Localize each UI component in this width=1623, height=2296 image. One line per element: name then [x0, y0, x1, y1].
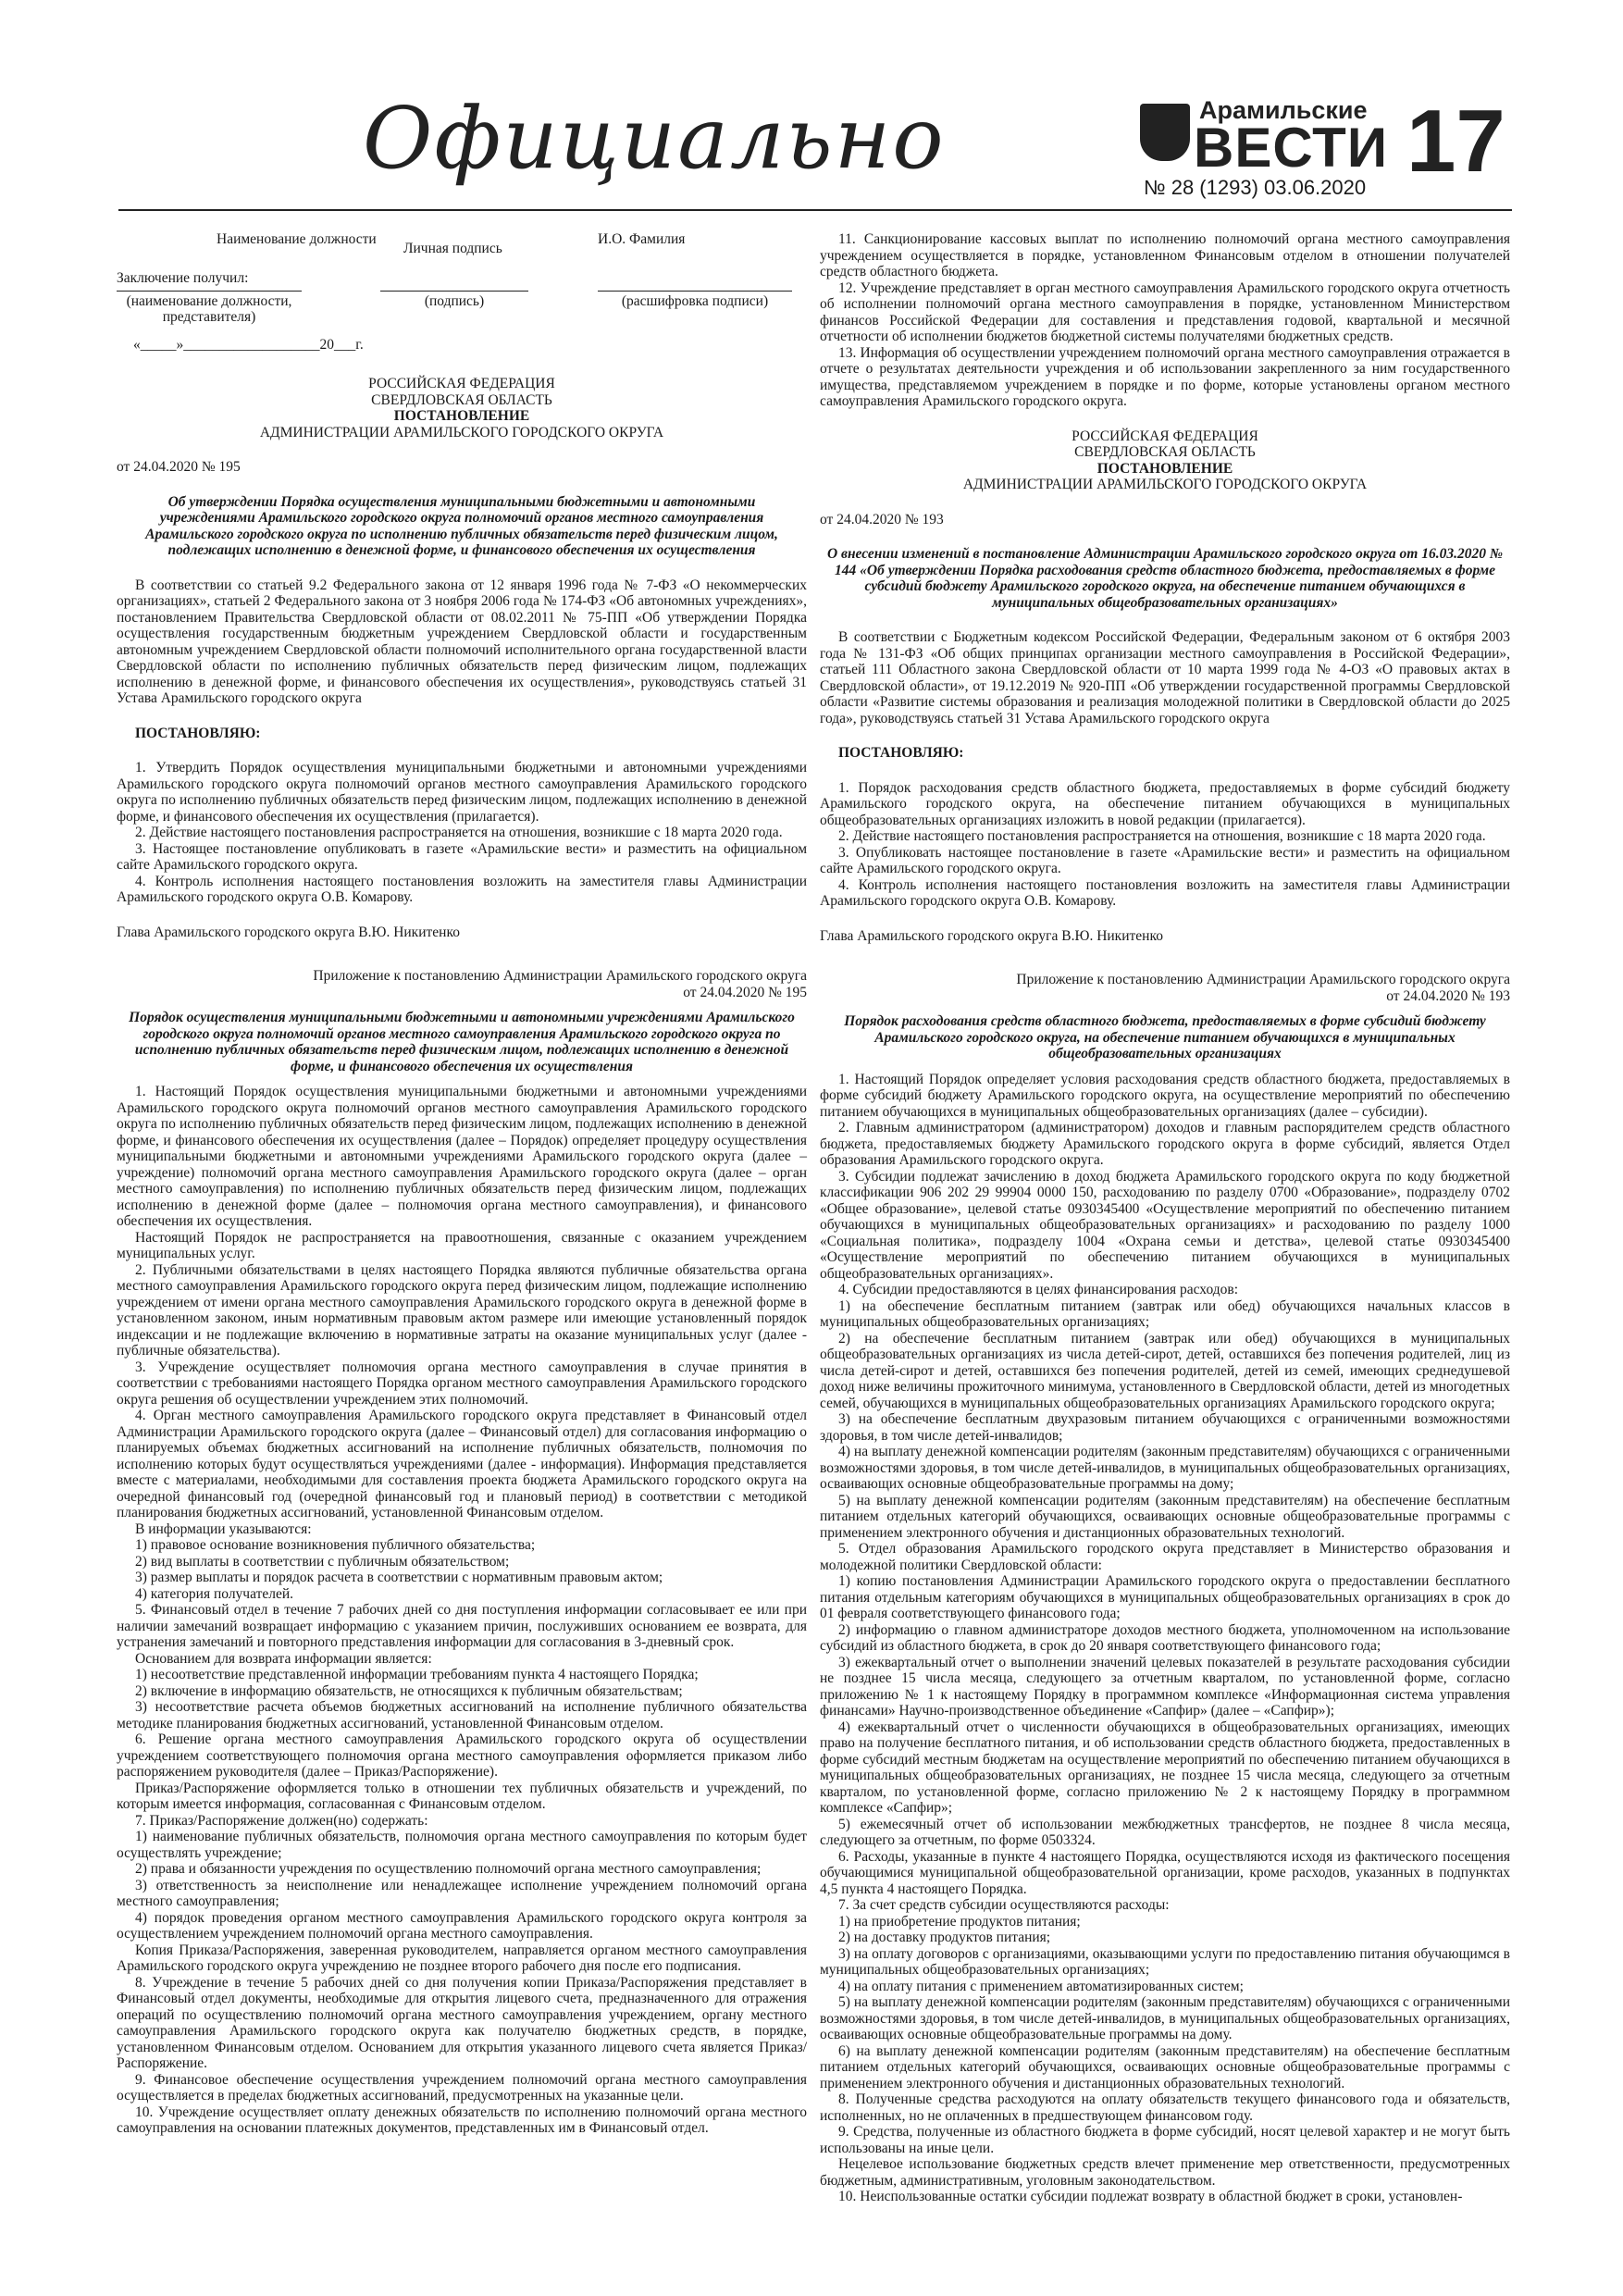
form-label: (подпись) — [380, 291, 528, 310]
annex-paragraph: В информации указываются: — [135, 1520, 312, 1537]
annex-paragraph: Нецелевое использование бюджетных средств влечет применение мер ответственности, предусмотренных бюджетным, административным, уголовным законодательством. — [820, 2156, 1510, 2189]
header-rule — [118, 209, 1512, 211]
issue-number: № 28 (1293) 03.06.2020 — [1144, 176, 1367, 199]
annex-paragraph: 3) на обеспечение бесплатным двухразовым питанием обучающихся с ограниченными возможностями здоровья, в том числе детей-инвалидов; — [820, 1411, 1510, 1444]
annex-paragraph: 1. Настоящий Порядок осуществления муниципальными бюджетными и автономными учреждениями Арамильского городского округа полномочий органов местного самоуправления Арамильского городского округа по исполнению публичных обязательств перед физическим лицом, подлежащих исполнению в денежной форме, и финансового обеспечения их осуществления (далее – Порядок) определяет процедуру осуществления муниципальными бюджетными и автономными учреждениями Арамильского городского округа (далее – учреждение) полномочий органа местного самоуправления Арамильского городского округа (далее – орган местного самоуправления) по исполнению публичных обязательств перед физическим лицом, подлежащих исполнению в денежной форме (далее – полномочия органа местного самоуправления), и финансового обеспечения их осуществления. — [117, 1084, 807, 1229]
page-number: 17 — [1406, 92, 1505, 191]
annex-paragraph: Копия Приказа/Распоряжения, заверенная руководителем, направляется органом местного самоуправления Арамильского городского округа учреждению не позднее второго рабочего дня после его подписания. — [117, 1942, 807, 1974]
annex-paragraph: 4. Субсидии предоставляются в целях финансирования расходов: — [838, 1282, 1239, 1297]
annex-paragraph: 7. Приказ/Распоряжение должен(но) содержать: — [135, 1812, 428, 1829]
annex-date: от 24.04.2020 № 195 — [683, 984, 807, 1000]
decree-intro: В соответствии со статьей 9.2 Федерального закона от 12 января 1996 года № 7-ФЗ «О некоммерческих организациях», статьей 2 Федерального закона от 3 ноября 2006 года № 174-ФЗ «Об автономных учреждениях», постановлением Правительства Свердловской области от 08.02.2011 № 75-ПП «Об утверждении Порядка осуществления государственным бюджетным учреждением Свердловской области и государственным автономным учреждением Свердловской области полномочий исполнительного органа государственной власти Свердловской области по исполнению публичных обязательств перед физическим лицом, подлежащих исполнению в денежной форме, и финансового обеспечения их осуществления», руководствуясь статьей 31 Устава Арамильского городского округа — [117, 577, 807, 706]
annex-paragraph: 8. Учреждение в течение 5 рабочих дней со дня получения копии Приказа/Распоряжения представляет в Финансовый отдел документы, необходимые для открытия лицевого счета, предназначенного для отражения операций по осуществлению полномочий органа местного самоуправления учреждением, органу местного самоуправления Арамильского городского округа как получателю бюджетных средств, в порядке, установленном Финансовым отделом. Основанием для открытия указанного лицевого счета является Приказ/Распоряжение. — [117, 1974, 807, 2071]
annex-paragraph: 3) размер выплаты и порядок расчета в соответствии с нормативным правовым актом; — [135, 1570, 663, 1585]
annex-paragraph: 2) на доставку продуктов питания; — [838, 1930, 1051, 1945]
decree-paragraph: 4. Контроль исполнения настоящего постановления возложить на заместителя главы Администрации Арамильского городского округа О.В. Комарову. — [117, 873, 807, 905]
annex-paragraph: 6) на выплату денежной компенсации родителям (законным представителям) на обеспечение бесплатным питанием отдельных категорий обучающихся, осваивающих основные общеобразовательные программы с применением электронного обучения и дистанционных образовательных технологий. — [820, 2042, 1510, 2091]
section-title: Официально — [363, 89, 946, 188]
annex-reference: Приложение к постановлению Администрации Арамильского городского округа — [1016, 972, 1510, 987]
decree-header: ПОСТАНОВЛЕНИЕ — [393, 408, 530, 424]
annex-title: Порядок осуществления муниципальными бюджетными и автономными учреждениями Арамильского городского округа полномочий органов местного самоуправления Арамильского городского округа по исполнению публичных обязательств перед физическим лицом, подлежащих исполнению в денежной форме, и финансового обеспечения их осуществления — [129, 1010, 795, 1074]
form-label: Заключение получил: — [117, 270, 249, 286]
annex-paragraph: 1) на приобретение продуктов питания; — [838, 1913, 1081, 1930]
form-label: (наименование должности, представителя) — [117, 291, 302, 325]
form-row-3 — [117, 291, 807, 328]
annex-paragraph: 3. Учреждение осуществляет полномочия органа местного самоуправления в случае принятия в соответствии с требованиями настоящего Порядка органом местного самоуправления Арамильского городского округа решения об осуществлении учреждением этих полномочий. — [117, 1359, 807, 1408]
annex-paragraph: 6. Расходы, указанные в пункте 4 настоящего Порядка, осуществляются исходя из фактического посещения обучающимися муниципальной общеобразовательной организации, кроме расходов, указанных в подпунктах 4,5 пункта 4 настоящего Порядка. — [820, 1848, 1510, 1897]
annex-paragraph: 10. Неиспользованные остатки субсидии подлежат возврату в областной бюджет в сроки, установлен- — [838, 2189, 1463, 2204]
decree-signature: Глава Арамильского городского округа В.Ю. Никитенко — [820, 927, 1163, 944]
continued-paragraph: 11. Санкционирование кассовых выплат по исполнению полномочий органа местного самоуправления учреждением осуществляется в порядке, установленном Финансовым отделом в отношении получателей средств областного бюджета. — [820, 231, 1510, 279]
annex-paragraph: 1. Настоящий Порядок определяет условия расходования средств областного бюджета, предоставляемых в форме субсидий бюджету Арамильского городского округа, на осуществление мероприятий по обеспечению питанием обучающихся в муниципальных общеобразовательных организациях (далее – субсидии). — [820, 1071, 1510, 1120]
annex-paragraph: 3. Субсидии подлежат зачислению в доход бюджета Арамильского городского округа по коду бюджетной классификации 906 202 29 99904 0000 150, расходованию по разделу 0700 «Образование», подразделу 0702 «Общее образование», целевой статье 0930345400 «Осуществление мероприятий по обеспечению питанием обучающихся в муниципальных общеобразовательных организациях» и расходованию по разделу 1000 «Социальная политика», подразделу 1004 «Охрана семьи и детства», целевой статье 0930345400 «Осуществление мероприятий по обеспечению питанием обучающихся в муниципальных общеобразовательных организациях». — [820, 1168, 1510, 1282]
decree-paragraph: 3. Настоящее постановление опубликовать в газете «Арамильские вести» и разместить на официальном сайте Арамильского городского округа. — [117, 840, 807, 873]
continued-paragraph: 13. Информация об осуществлении учреждением полномочий органа местного самоуправления отражается в отчете о результатах деятельности учреждения и об использовании закрепленного за ним государственного имущества, представляемом учреждением в порядке и по форме, которые установлены органом местного самоуправления Арамильского городского округа. — [820, 344, 1510, 409]
annex-paragraph: 1) копию постановления Администрации Арамильского городского округа о предоставлении бесплатного питания отдельным категориям обучающихся в муниципальных общеобразовательных организациях в срок до 01 февраля соответствующего финансового года; — [820, 1573, 1510, 1621]
annex-paragraph: 3) несоответствие расчета объемов бюджетных ассигнований на исполнение публичного обязательства методике планирования бюджетных ассигнований, установленной Финансовым отделом. — [117, 1699, 807, 1731]
annex-paragraph: 2) информацию о главном администраторе доходов местного бюджета, уполномоченном на использование субсидий из областного бюджета, в срок до 20 января соответствующего финансового года; — [820, 1621, 1510, 1654]
form-row-2 — [117, 270, 807, 291]
decree-header: ПОСТАНОВЛЕНИЕ — [1096, 460, 1233, 477]
annex-date: от 24.04.2020 № 193 — [1386, 987, 1510, 1004]
annex-paragraph: 4) ежеквартальный отчет о численности обучающихся в общеобразовательных организациях, имеющих право на получение бесплатного питания, и об использовании средств областного бюджета, предоставленных в форме субсидий местным бюджетам на осуществление мероприятий по обеспечению питанием обучающихся в муниципальных общеобразовательных организациях, не позднее 15 числа месяца, следующего за отчетным кварталом, по установленной форме, согласно приложению № 2 к настоящему Порядку в программном комплексе «Сапфир»; — [820, 1719, 1510, 1816]
right-column — [820, 231, 1510, 2205]
form-label: И.О. Фамилия — [598, 231, 686, 247]
logo-line1: Арамильские — [1199, 96, 1368, 124]
form-label: (расшифровка подписи) — [598, 291, 792, 310]
decree-header: РОССИЙСКАЯ ФЕДЕРАЦИЯ — [1072, 428, 1258, 444]
annex-paragraph: 4) порядок проведения органом местного самоуправления Арамильского городского округа контроля за осуществлением учреждением полномочий органа местного самоуправления. — [117, 1909, 807, 1942]
annex-paragraph: 6. Решение органа местного самоуправления Арамильского городского округа об осуществлении учреждением соответствующего полномочия органа местного самоуправления оформляется приказом либо распоряжением руководителя (далее – Приказ/Распоряжение). — [117, 1731, 807, 1780]
annex-paragraph: 9. Финансовое обеспечение осуществления учреждением полномочий органа местного самоуправления осуществляется в пределах бюджетных ассигнований, предусмотренных на указанные цели. — [117, 2071, 807, 2104]
annex-reference: Приложение к постановлению Администрации Арамильского городского округа — [313, 968, 807, 984]
decree-date: от 24.04.2020 № 195 — [117, 459, 241, 475]
annex-paragraph: Приказ/Распоряжение оформляется только в отношении тех публичных обязательств и учреждений, по которым имеется информация, согласованная с Финансовым отделом. — [117, 1780, 807, 1812]
annex-paragraph: Настоящий Порядок не распространяется на правоотношения, связанные с оказанием учреждением муниципальных услуг. — [117, 1229, 807, 1261]
annex-paragraph: 5) на выплату денежной компенсации родителям (законным представителям) на обеспечение бесплатным питанием отдельных категорий обучающихся, осваивающих основные общеобразовательные программы с применением электронного обучения и дистанционных образовательных технологий. — [820, 1492, 1510, 1541]
annex-paragraph: 3) ежеквартальный отчет о выполнении значений целевых показателей в результате расходования субсидии не позднее 15 числа месяца, следующего за отчетным кварталом, по установленной форме, согласно приложению № 1 к настоящему Порядку в программном комплексе «Информационная система управления финансами» Научно-производственное объединение «Сапфир» (далее – «Сапфир»); — [820, 1654, 1510, 1719]
annex-paragraph: 9. Средства, полученные из областного бюджета в форме субсидий, носят целевой характер и не могут быть использованы на иные цели. — [820, 2124, 1510, 2156]
decree-header: РОССИЙСКАЯ ФЕДЕРАЦИЯ — [368, 376, 555, 391]
decree-paragraph: 1. Порядок расходования средств областного бюджета, предоставляемых в форме субсидий бюджету Арамильского городского округа, на обеспечение питанием обучающихся в муниципальных общеобразовательных организациях изложить в новой редакции (прилагается). — [820, 779, 1510, 828]
decree-paragraph: 3. Опубликовать настоящее постановление в газете «Арамильские вести» и разместить на официальном сайте Арамильского городского округа. — [820, 844, 1510, 876]
annex-paragraph: 1) наименование публичных обязательств, полномочия органа местного самоуправления по которым будет осуществлять учреждение; — [117, 1829, 807, 1861]
decree-title: Об утверждении Порядка осуществления муниципальными бюджетными и автономными учреждениями Арамильского городского округа полномочий органов местного самоуправления Арамильского городского округа по исполнению публичных обязательств перед физическим лицом, подлежащих исполнению в денежной форме, и финансового обеспечения их осуществления — [145, 493, 778, 558]
newspaper-logo — [1140, 96, 1388, 179]
continued-paragraph: 12. Учреждение представляет в орган местного самоуправления Арамильского городского округа отчетность об исполнении полномочий органа местного самоуправления в порядке, установленном Министерством финансов Российской Федерации для составления и представления годовой, квартальной и месячной отчетности об исполнении бюджетов бюджетной системы получателями бюджетных средств. — [820, 279, 1510, 344]
decree-paragraph: 2. Действие настоящего постановления распространяется на отношения, возникшие с 18 марта 2020 года. — [838, 828, 1486, 844]
annex-paragraph: 7. За счет средств субсидии осуществляются расходы: — [838, 1897, 1170, 1913]
annex-paragraph: 5. Финансовый отдел в течение 7 рабочих дней со дня поступления информации согласовывает ее или при наличии замечаний возвращает информацию с указанием причин, послуживших основанием ее возврата, для устранения замечаний и повторного представления информации для согласования в 3-дневный срок. — [117, 1602, 807, 1650]
decree-header: СВЕРДЛОВСКАЯ ОБЛАСТЬ — [1074, 444, 1256, 460]
logo-line2: ВЕСТИ — [1194, 117, 1388, 179]
annex-paragraph: 3) на оплату договоров с организациями, оказывающими услуги по предоставлению питания обучающимся в муниципальных общеобразовательных организациях; — [820, 1945, 1510, 1978]
annex-paragraph: 2) права и обязанности учреждения по осуществлению полномочий органа местного самоуправления; — [135, 1861, 762, 1877]
annex-paragraph: 3) ответственность за неисполнение или ненадлежащее исполнение учреждением полномочий органа местного самоуправления; — [117, 1877, 807, 1909]
left-column — [117, 231, 807, 2137]
decree-title: О внесении изменений в постановление Администрации Арамильского городского округа от 16.03.2020 № 144 «Об утверждении Порядка расходования средств областного бюджета, предоставляемых в форме субсидий бюджету Арамильского городского округа, на обеспечение питанием обучающихся в муниципальных общеобразовательных организациях» — [826, 546, 1504, 611]
annex-paragraph: 5) ежемесячный отчет об использовании межбюджетных трансфертов, не позднее 8 числа месяца, следующего за отчетным, по форме 0503324. — [820, 1816, 1510, 1848]
decree-date: от 24.04.2020 № 193 — [820, 511, 944, 527]
annex-title: Порядок расходования средств областного бюджета, предоставляемых в форме субсидий бюджету Арамильского городского округа, на обеспечение питанием обучающихся в муниципальных общеобразовательных организациях — [844, 1013, 1486, 1061]
decree-header: АДМИНИСТРАЦИИ АРАМИЛЬСКОГО ГОРОДСКОГО ОКРУГА — [259, 424, 664, 441]
annex-paragraph: 2. Публичными обязательствами в целях настоящего Порядка являются публичные обязательства органа местного самоуправления Арамильского городского округа перед физическим лицом, подлежащие исполнению учреждением от имени органа местного самоуправления Арамильского городского округа в денежной форме в установленном законом, иным нормативным правовым актом размере или имеющие установленный порядок индексации и не подлежащие включению в нормативные затраты на оказание муниципальных услуг (далее - публичные обязательства). — [117, 1261, 807, 1359]
annex-paragraph: 1) правовое основание возникновения публичного обязательства; — [135, 1537, 536, 1553]
annex-paragraph: 8. Полученные средства расходуются на оплату обязательств текущего финансового года и обязательств, исполненных, но не оплаченных в предшествующем финансовом году. — [820, 2091, 1510, 2124]
annex-paragraph: 10. Учреждение осуществляет оплату денежных обязательств по исполнению полномочий органа местного самоуправления на основании платежных документов, представленных им в Финансовый отдел. — [117, 2104, 807, 2136]
form-label: Личная подпись — [403, 241, 502, 256]
decree-resolve: ПОСТАНОВЛЯЮ: — [135, 725, 261, 741]
annex-paragraph: 4) на оплату питания с применением автоматизированных систем; — [838, 1978, 1244, 1994]
annex-paragraph: 5. Отдел образования Арамильского городского округа представляет в Министерство образования и молодежной политики Свердловской области: — [820, 1541, 1510, 1573]
decree-paragraph: 1. Утвердить Порядок осуществления муниципальными бюджетными и автономными учреждениями Арамильского городского округа полномочий органов местного самоуправления Арамильского городского округа по исполнению публичных обязательств перед физическим лицом, подлежащих исполнению в денежной форме, и финансового обеспечения их осуществления (прилагается). — [117, 760, 807, 825]
annex-paragraph: 2. Главным администратором (администратором) доходов и главным распорядителем средств областного бюджета, предоставляемых бюджету Арамильского городского округа в форме субсидий, является Отдел образования Арамильского городского округа. — [820, 1120, 1510, 1168]
decree-header: СВЕРДЛОВСКАЯ ОБЛАСТЬ — [371, 391, 552, 408]
decree-intro: В соответствии с Бюджетным кодексом Российской Федерации, Федеральным законом от 6 октября 2003 года № 131-ФЗ «Об общих принципах организации местного самоуправления в Российской Федерации», статьей 111 Областного закона Свердловской области от 10 марта 1999 года № 4-ОЗ «О правовых актах в Свердловской области», от 19.12.2019 № 920-ПП «Об утверждении государственной программы Свердловской области «Развитие системы образования и реализация молодежной политики в Свердловской области до 2025 года», руководствуясь статьей 31 Устава Арамильского городского округа — [820, 629, 1510, 726]
form-row-4 — [117, 337, 807, 357]
form-row-1 — [117, 231, 807, 256]
decree-paragraph: 4. Контроль исполнения настоящего постановления возложить на заместителя главы Администрации Арамильского городского округа О.В. Комарову. — [820, 876, 1510, 909]
annex-paragraph: 4) на выплату денежной компенсации родителям (законным представителям) обучающихся с ограниченными возможностями здоровья, в том числе детей-инвалидов, в муниципальных общеобразовательных организациях, осваивающих основные общеобразовательные программы на дому; — [820, 1444, 1510, 1492]
annex-paragraph: 4. Орган местного самоуправления Арамильского городского округа представляет в Финансовый отдел Администрации Арамильского городского округа (далее – Финансовый отдел) для согласования информацию о планируемых объемах бюджетных ассигнований на исполнение публичных обязательств, полномочия по исполнению которых будут осуществляться учреждениями (далее - информация). Информация представляется вместе с материалами, необходимыми для составления проекта бюджета Арамильского городского округа на очередной финансовый год (очередной финансовый год и плановый период) в соответствии с методикой планирования бюджетных ассигнований, установленной Финансовым отделом. — [117, 1408, 807, 1520]
decree-signature: Глава Арамильского городского округа В.Ю. Никитенко — [117, 924, 460, 940]
annex-paragraph: Основанием для возврата информации является: — [135, 1650, 432, 1667]
annex-paragraph: 2) на обеспечение бесплатным питанием (завтрак или обед) обучающихся в муниципальных общеобразовательных организациях из числа детей-сирот, детей, оставшихся без попечения родителей, лиц из числа детей-сирот и детей, оставшихся без попечения родителей, детей из семей, имеющих среднедушевой доход ниже величины прожиточного минимума, установленного в Свердловской области, детей из многодетных семей, обучающихся в муниципальных общеобразовательных организациях Арамильского городского округа; — [820, 1330, 1510, 1411]
form-label: Наименование должности — [217, 231, 377, 247]
annex-paragraph: 1) несоответствие представленной информации требованиям пункта 4 настоящего Порядка; — [135, 1667, 699, 1682]
annex-paragraph: 4) категория получателей. — [135, 1585, 294, 1602]
annex-paragraph: 5) на выплату денежной компенсации родителям (законным представителям) обучающихся с ограниченными возможностями здоровья, в том числе детей-инвалидов, в муниципальных общеобразовательных организациях, осваивающих основные общеобразовательные программы на дому. — [820, 1994, 1510, 2042]
decree-paragraph: 2. Действие настоящего постановления распространяется на отношения, возникшие с 18 марта 2020 года. — [135, 825, 783, 840]
decree-header: АДМИНИСТРАЦИИ АРАМИЛЬСКОГО ГОРОДСКОГО ОКРУГА — [962, 477, 1368, 492]
annex-paragraph: 1) на обеспечение бесплатным питанием (завтрак или обед) обучающихся начальных классов в муниципальных общеобразовательных организациях; — [820, 1297, 1510, 1330]
annex-paragraph: 2) вид выплаты в соответствии с публичным обязательством; — [135, 1553, 510, 1570]
crest-icon — [1140, 104, 1190, 161]
decree-resolve: ПОСТАНОВЛЯЮ: — [838, 745, 964, 761]
annex-paragraph: 2) включение в информацию обязательств, не относящихся к публичным обязательствам; — [135, 1682, 683, 1699]
form-label: «_____»___________________20___г. — [133, 337, 364, 353]
